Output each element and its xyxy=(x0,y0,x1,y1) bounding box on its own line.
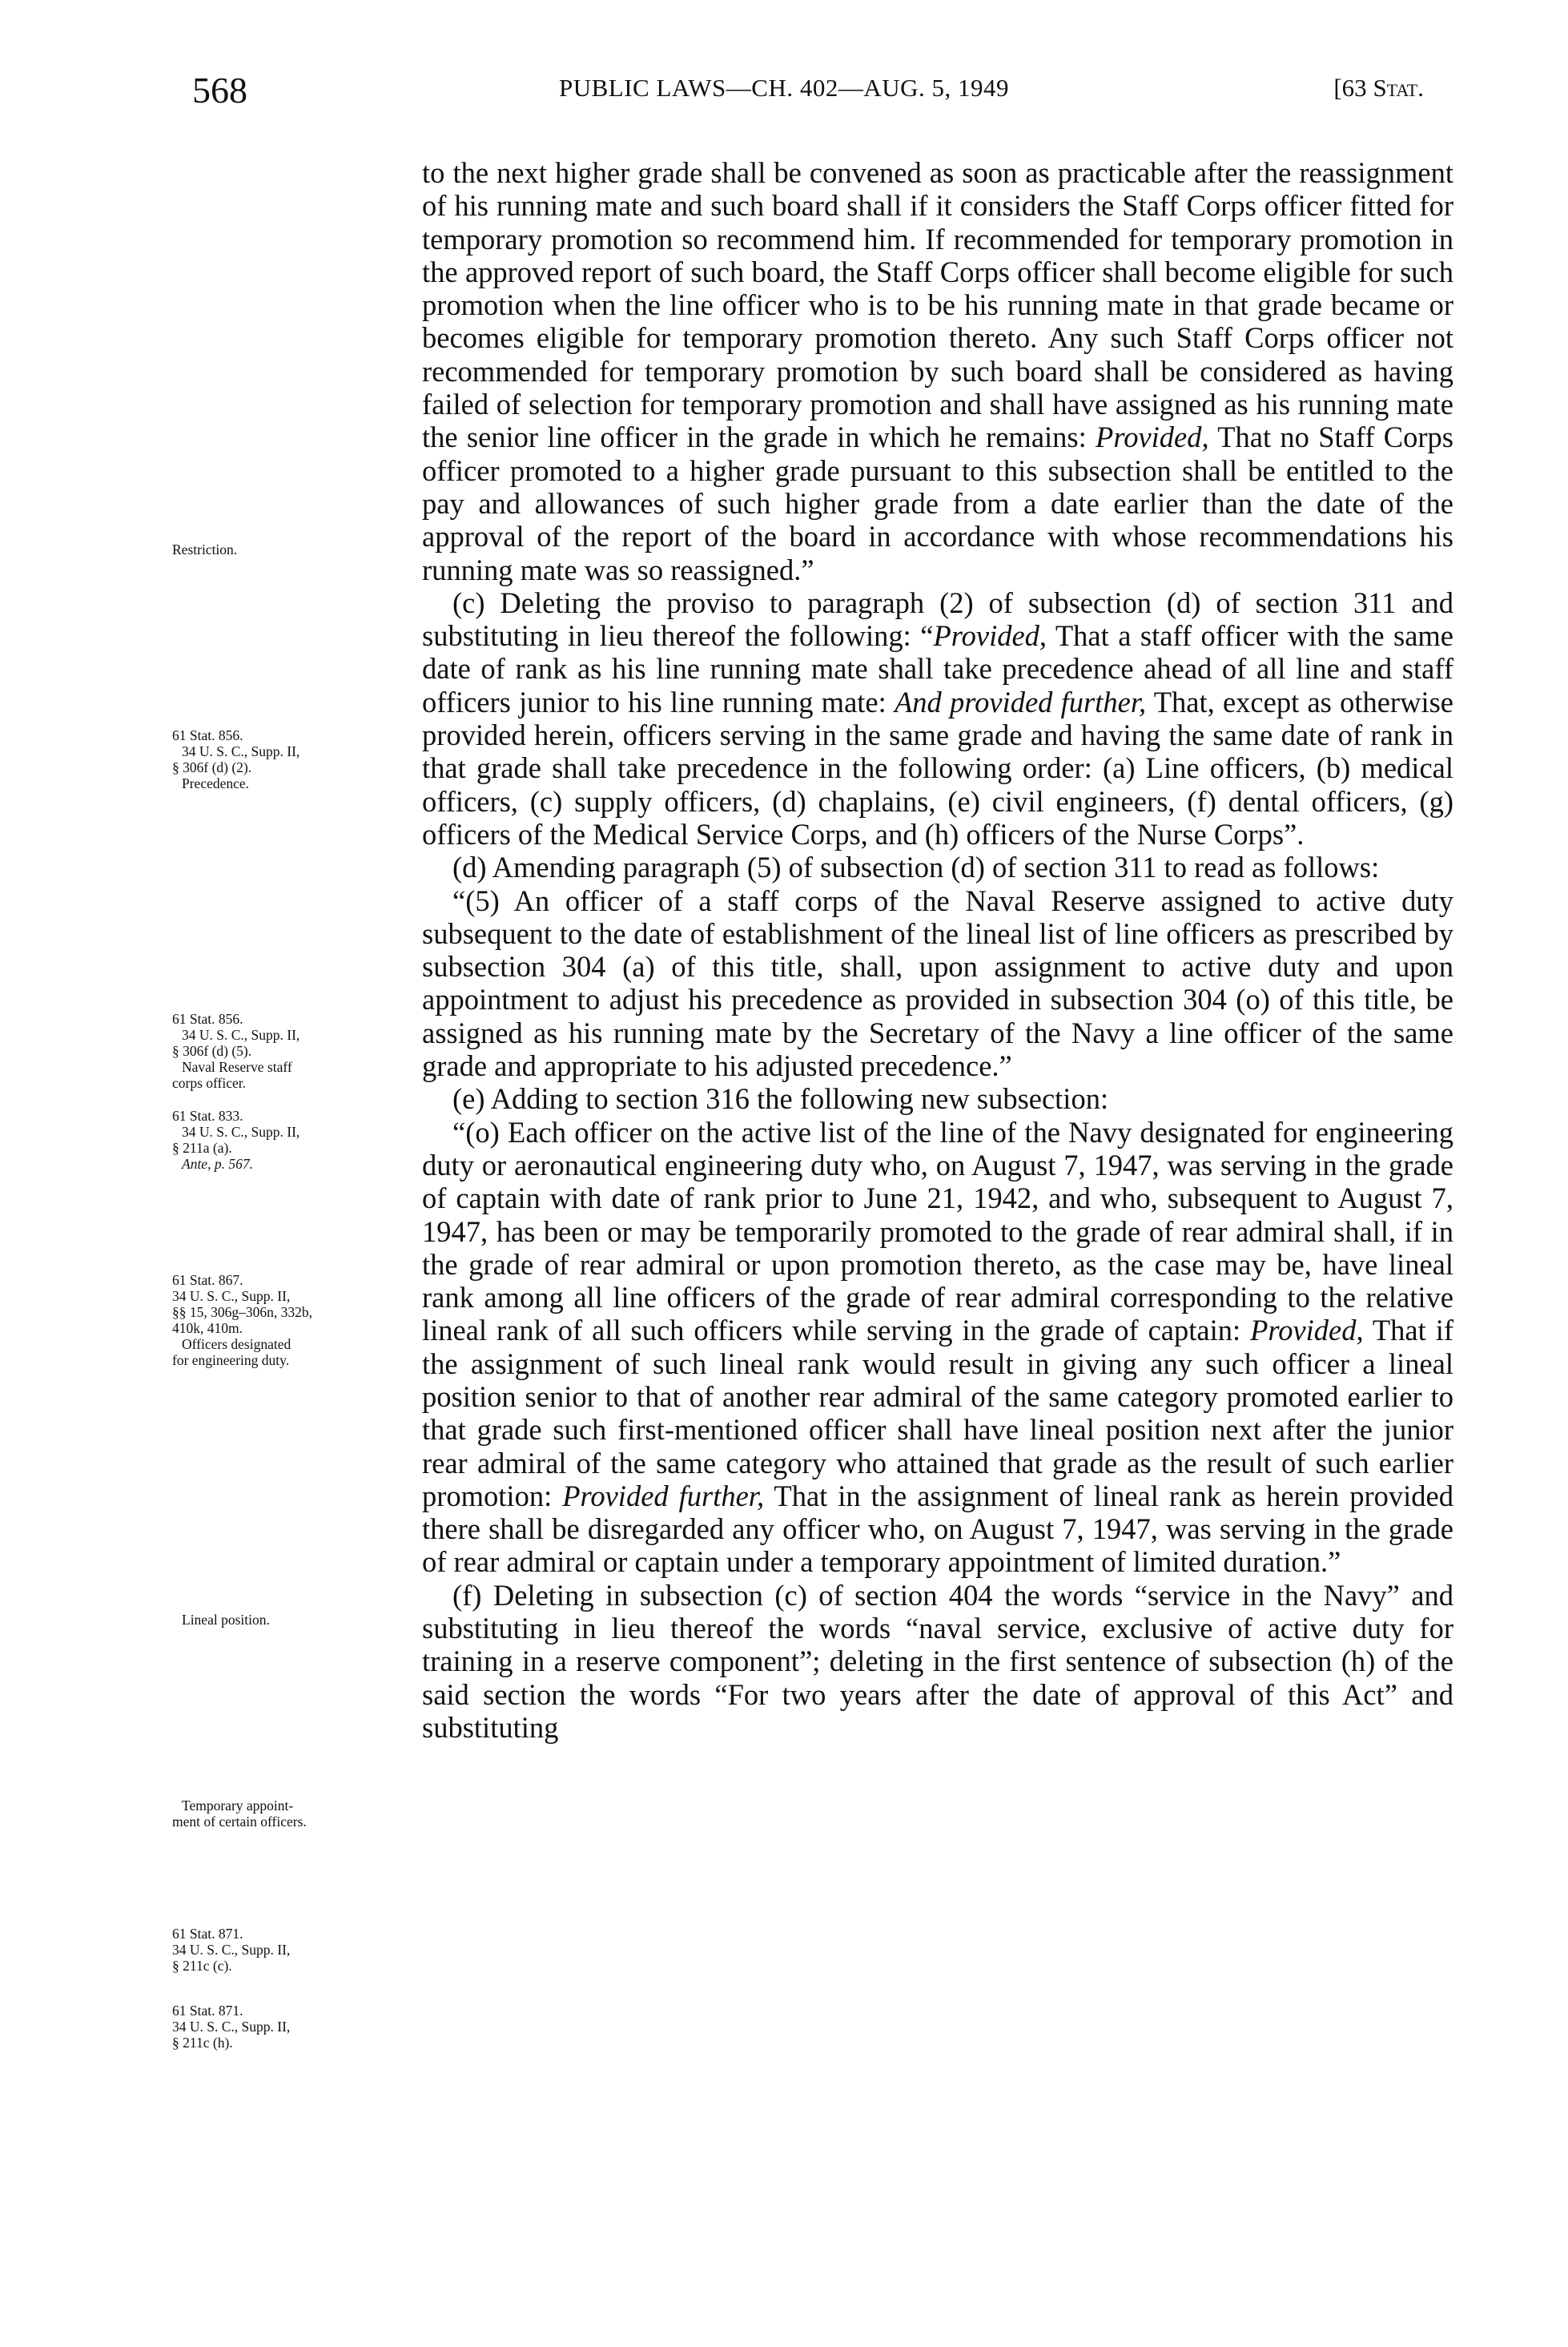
margin-note-engineering-duty: 61 Stat. 867. 34 U. S. C., Supp. II, §§ 15, 306g–306n, 332b, 410k, 410m. Officers designated for engineering duty. xyxy=(172,1272,312,1368)
margin-note-lineal-position: Lineal position. xyxy=(182,1612,270,1628)
paragraph-e-quoted: “(o) Each officer on the active list of the line of the Navy designated for engineering duty or aeronautical engineering duty who, on August 7, 1947, was serving in the grade of captain with date of rank prior to June 21, 1942, and who, subsequent to August 7, 1947, has been or may be temporarily promoted to the grade of rear admiral shall, if in the grade of rear admiral or upon promotion thereto, as the case may be, have lineal rank among all line officers of the grade of rear admiral corresponding to the relative lineal rank of all such officers while serving in the grade of captain: Provided, That if the assignment of such lineal rank would result in giving any such officer a lineal position senior to that of another rear admiral of the same category promoted earlier to that grade such first-mentioned officer shall have lineal position next after the junior rear admiral of the same category who attained that grade as the result of such earlier promotion: Provided further, That in the assignment of lineal rank as herein provided there shall be disregarded any officer who, on August 7, 1947, was serving in the grade of rear admiral or captain under a temporary appointment of limited duration.” xyxy=(422,1115,1453,1579)
body-text xyxy=(422,156,1453,1744)
page-number: 568 xyxy=(192,70,247,111)
margin-note-restriction: Restriction. xyxy=(172,541,238,558)
margin-note-stat-871-c: 61 Stat. 871. 34 U. S. C., Supp. II, § 211c (c). xyxy=(172,1926,291,1974)
paragraph-e: (e) Adding to section 316 the following new subsection: xyxy=(452,1082,1109,1116)
page-header xyxy=(0,69,1568,125)
paragraph-b-continuation: to the next higher grade shall be convened as soon as practicable after the reassignment of his running mate and such board shall if it considers the Staff Corps officer fitted for temporary promotion so recommend him. If recommended for temporary promotion in the approved report of such board, the Staff Corps officer shall become eligible for such promotion when the line officer who is to be his running mate in that grade became or becomes eligible for temporary promotion thereto. Any such Staff Corps officer not recommended for temporary promotion by such board shall be considered as having failed of selection for temporary promotion and shall have assigned as his running mate the senior line officer in the grade in which he remains: Provided, That no Staff Corps officer promoted to a higher grade pursuant to this subsection shall be entitled to the pay and allowances of such higher grade from a date earlier than the date of the approval of the report of the board in accordance with whose recommendations his running mate was so reassigned.” xyxy=(422,156,1453,586)
paragraph-c: (c) Deleting the proviso to paragraph (2) of subsection (d) of section 311 and substituting in lieu thereof the following: “Provided, That a staff officer with the same date of rank as his line running mate shall take precedence ahead of all line and staff officers junior to his line running mate: And provided further, That, except as otherwise provided herein, officers serving in the same grade and having the same date of rank in that grade shall take precedence in the following order: (a) Line officers, (b) medical officers, (c) supply officers, (d) chaplains, (e) civil engineers, (f) dental officers, (g) officers of the Medical Service Corps, and (h) officers of the Nurse Corps”. xyxy=(422,586,1453,851)
margin-note-stat-871-h: 61 Stat. 871. 34 U. S. C., Supp. II, § 211c (h). xyxy=(172,2003,291,2051)
margin-note-temporary-appointment: Temporary appoint- ment of certain officers. xyxy=(172,1797,307,1830)
margin-note-stat-833: 61 Stat. 833. 34 U. S. C., Supp. II, § 211a (a). Ante, p. 567. xyxy=(172,1108,300,1172)
running-title: PUBLIC LAWS—CH. 402—AUG. 5, 1949 xyxy=(558,74,1010,102)
statute-volume-bracket: [63 xyxy=(1333,74,1367,102)
paragraph-d-quoted: “(5) An officer of a staff corps of the Naval Reserve assigned to active duty subsequent to the date of establishment of the lineal list of line officers as prescribed by subsection 304 (a) of this title, shall, upon assignment to active duty and upon appointment to adjust his precedence as provided in subsection 304 (o) of this title, be assigned as his running mate by the Secretary of the Navy a line officer of the same grade and appropriate to his adjusted precedence.” xyxy=(422,884,1453,1083)
margin-note-naval-reserve: 61 Stat. 856. 34 U. S. C., Supp. II, § 306f (d) (5). Naval Reserve staff corps officer. xyxy=(172,1011,300,1091)
margin-note-precedence: 61 Stat. 856. 34 U. S. C., Supp. II, § 306f (d) (2). Precedence. xyxy=(172,727,300,791)
paragraph-d: (d) Amending paragraph (5) of subsection (d) of section 311 to read as follows: xyxy=(452,851,1380,884)
statute-volume-reference xyxy=(1333,74,1424,103)
statute-volume-word: Stat. xyxy=(1373,74,1424,102)
paragraph-f: (f) Deleting in subsection (c) of section 404 the words “service in the Navy” and substituting in lieu thereof the words “naval service, exclusive of active duty for training in a reserve component”; deleting in the first sentence of subsection (h) of the said section the words “For two years after the date of approval of this Act” and substituting xyxy=(422,1578,1453,1744)
